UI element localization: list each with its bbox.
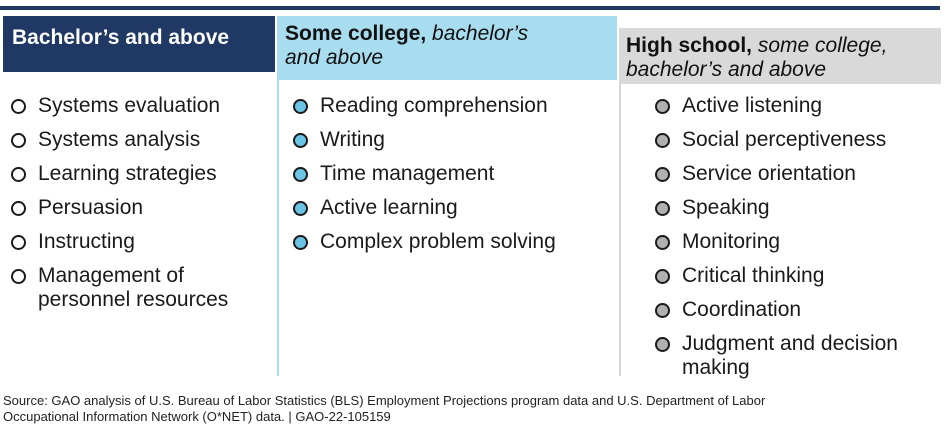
- skill-label: Systems evaluation: [38, 94, 221, 117]
- column-header-some-college: [279, 16, 617, 80]
- skill-label: Active listening: [682, 94, 823, 117]
- skill-item: [655, 230, 898, 254]
- skill-label: Systems analysis: [38, 128, 201, 151]
- source-line-2: Occupational Information Network (O*NET) data. | GAO-22-105159: [3, 409, 391, 424]
- header-line: [285, 22, 609, 46]
- skill-item: [11, 196, 228, 220]
- circle-bullet-icon: [655, 337, 670, 352]
- skill-label: Critical thinking: [682, 264, 825, 287]
- skill-item: [11, 128, 228, 152]
- header-line: [12, 26, 265, 50]
- skill-label: Social perceptiveness: [682, 128, 887, 151]
- header-italic-text: bachelor’s: [426, 22, 529, 45]
- skill-label: Reading comprehension: [320, 94, 548, 117]
- skill-label: Active learning: [320, 196, 458, 219]
- header-italic-text: some college,: [752, 34, 888, 57]
- skill-label: Time management: [320, 162, 495, 185]
- circle-bullet-icon: [293, 167, 308, 182]
- skill-item: [655, 264, 898, 288]
- header-bold-text: Bachelor’s and above: [12, 26, 230, 49]
- skill-label: Management of: [38, 264, 184, 287]
- skill-label: personnel resources: [38, 288, 229, 311]
- column-bachelors-and-above: [3, 16, 275, 376]
- skill-label: Writing: [320, 128, 385, 151]
- column-header-bachelors: [3, 16, 275, 72]
- column-header-high-school: [619, 28, 941, 84]
- header-italic-text: bachelor’s and above: [626, 58, 827, 81]
- source-note: [3, 393, 938, 425]
- skill-item: [293, 196, 556, 220]
- skills-list-some-college: [293, 94, 556, 264]
- circle-bullet-icon: [293, 133, 308, 148]
- header-line: [285, 46, 609, 70]
- circle-bullet-icon: [11, 133, 26, 148]
- skill-label: Persuasion: [38, 196, 144, 219]
- skill-item: [293, 94, 556, 118]
- skill-item: [11, 264, 228, 312]
- skill-label: Monitoring: [682, 230, 781, 253]
- circle-bullet-icon: [293, 99, 308, 114]
- circle-bullet-icon: [655, 201, 670, 216]
- circle-bullet-icon: [655, 133, 670, 148]
- circle-bullet-icon: [11, 201, 26, 216]
- skill-item: [11, 162, 228, 186]
- circle-bullet-icon: [655, 235, 670, 250]
- skill-label: making: [682, 356, 750, 379]
- skill-label: Learning strategies: [38, 162, 217, 185]
- skill-item: [655, 298, 898, 322]
- skill-item: [293, 128, 556, 152]
- skill-item: [655, 196, 898, 220]
- skill-item: [655, 332, 898, 380]
- circle-bullet-icon: [655, 303, 670, 318]
- circle-bullet-icon: [293, 235, 308, 250]
- skill-label: Speaking: [682, 196, 770, 219]
- header-line: [626, 34, 933, 58]
- skill-item: [655, 162, 898, 186]
- skill-label: Service orientation: [682, 162, 856, 185]
- column-high-school: [619, 28, 941, 379]
- circle-bullet-icon: [11, 99, 26, 114]
- header-italic-text: and above: [285, 46, 384, 69]
- column-some-college: [277, 16, 617, 376]
- circle-bullet-icon: [11, 167, 26, 182]
- circle-bullet-icon: [293, 201, 308, 216]
- skill-item: [655, 128, 898, 152]
- skill-item: [293, 230, 556, 254]
- skills-list-bachelors: [11, 94, 228, 322]
- skill-item: [655, 94, 898, 118]
- top-rule: [0, 6, 940, 10]
- skill-item: [11, 94, 228, 118]
- skill-item: [293, 162, 556, 186]
- header-bold-text: Some college,: [285, 22, 427, 45]
- circle-bullet-icon: [11, 269, 26, 284]
- skill-item: [11, 230, 228, 254]
- skill-label: Instructing: [38, 230, 135, 253]
- header-bold-text: High school,: [626, 34, 752, 57]
- source-line-1: Source: GAO analysis of U.S. Bureau of Labor Statistics (BLS) Employment Projections program data and U.S. Department of Labor: [3, 393, 766, 408]
- skill-label: Coordination: [682, 298, 802, 321]
- circle-bullet-icon: [11, 235, 26, 250]
- circle-bullet-icon: [655, 167, 670, 182]
- skills-list-high-school: [655, 94, 898, 390]
- skill-label: Judgment and decision: [682, 332, 898, 355]
- circle-bullet-icon: [655, 269, 670, 284]
- circle-bullet-icon: [655, 99, 670, 114]
- header-line: [626, 58, 933, 82]
- skill-label: Complex problem solving: [320, 230, 556, 253]
